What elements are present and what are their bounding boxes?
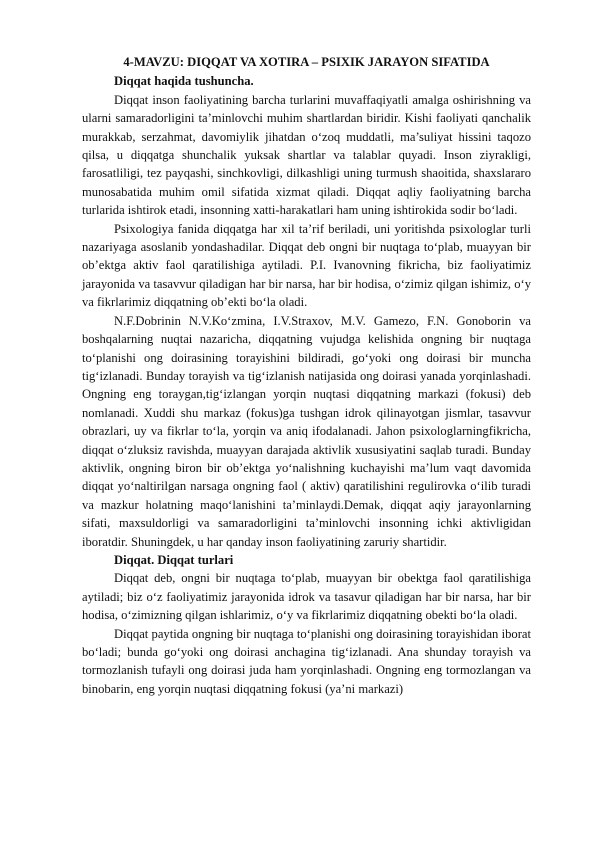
paragraph: Diqqat inson faoliyatining barcha turlarini muvaffaqiyatli amalga oshirishning va ularni samaradorligini ta’minlovchi muhim shartlardan biridir. Kishi faoliyati qanchalik murakkab, serzahmat, davomiylik jihatdan o‘zoq muddatli, ma’suliyat hissini taqozo qilsa, u diqqatga shunchalik yuksak shartlar va talablar quyadi. Inson ziyrakligi, farosatliligi, tez payqashi, sinchkovligi, dilkashligi uning turmush shaoitida, shaxslararo munosabatida muhim omil sifatida xizmat qiladi. Diqqat aqliy faoliyatning barcha turlarida ishtirok etadi, insonning xatti-harakatlari ham uning ishtirokida sodir bo‘ladi.	[82, 92, 531, 218]
section-heading: Diqqat haqida tushuncha.	[114, 74, 254, 89]
section-heading: Diqqat. Diqqat turlari	[114, 552, 234, 567]
paragraph: Diqqat deb, ongni bir nuqtaga to‘plab, muayyan bir obektga faol qaratilishiga aytiladi; biz o‘z faoliyatimiz jarayonida idrok va tasavur qiladigan har bir narsa, har bir hodisa, o‘zimizning qilgan ishlarimiz, o‘y va fikrlarimiz diqqatning obekti bo‘la oladi.	[82, 571, 531, 623]
document-page	[82, 53, 531, 698]
page-title: 4-MAVZU: DIQQAT VA XOTIRA – PSIXIK JARAYON SIFATIDA	[123, 55, 490, 69]
paragraph: N.F.Dobrinin N.V.Ko‘zmina, I.V.Straxov, M.V. Gamezo, F.N. Gonoborin va boshqalarning nuqtai nazaricha, diqqatning vujudga kelishida ongning bir nuqtaga to‘planishi ong doirasining torayishini bildiradi, go‘yoki ong doirasi bir muncha tig‘izlanadi. Bunday torayish va tig‘izlanish natijasida ong doirasi yanada yorqinlashadi. Ongning eng toraygan,tig‘izlangan yorqin nuqtasi diqqatning markazi (fokusi) deb nomlanadi. Xuddi shu markaz (fokus)ga tushgan idrok qilinayotgan jismlar, tasavvur obrazlari, uy va fikrlar to‘la, yorqin va aniq ifodalanadi. Jahon psixologlarningfikricha, diqqat o‘zluksiz ravishda, muayyan darajada aktivlik xususiyatini saqlab turadi. Bunday aktivlik, ongning biron bir ob’ektga yo‘nalishning kuchayishi ma’lum vaqt davomida diqqat yo‘naltirilgan narsaga ongning faol ( aktiv) qaratilishini regulirovka o‘ilib turadi va mazkur holatning maqo‘lanishini ta’minlaydi.Demak, diqqat aqiy jarayonlarning sifati, maxsuldorligi va samaradorligini ta’minlovchi insonning ichki aktivligidan iboratdir. Shuningdek, u har qanday inson faoliyatining zaruriy shartidir.	[82, 313, 531, 549]
paragraph: Psixologiya fanida diqqatga har xil ta’rif beriladi, uni yoritishda psixologlar turli nazariyaga asoslanib yondashadilar. Diqqat deb ongni bir nuqtaga to‘plab, muayyan bir ob’ektga aktiv faol qaratilishiga aytiladi. P.I. Ivanovning fikricha, biz faoliyatimiz jarayonida va tasavvur qiladigan har bir narsa, har bir hodisa, o‘zimiz qilgan ishimiz, o‘y va fikrlarimiz diqqatning ob’ekti bo‘la oladi.	[82, 221, 531, 310]
paragraph: Diqqat paytida ongning bir nuqtaga to‘planishi ong doirasining torayishidan iborat bo‘ladi; bunda go‘yoki ong doirasi anchagina tig‘izlanadi. Ana shunday torayish va tormozlanish tufayli ong doirasi juda ham yorqinlashadi. Ongning eng tormozlangan va binobarin, eng yorqin nuqtasi diqqatning fokusi (ya’ni markazi)	[82, 626, 531, 696]
